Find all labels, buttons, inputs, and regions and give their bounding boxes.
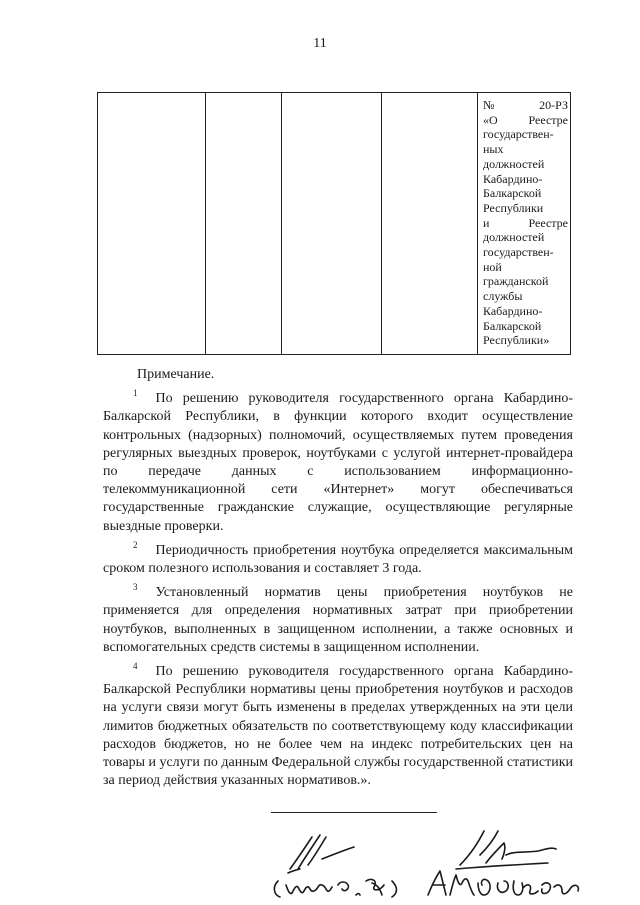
law-reference-line: Республики [483, 200, 544, 215]
table-cell-empty [282, 93, 382, 355]
footnote-mark: 1 [133, 388, 138, 399]
table-cell-law-reference [478, 93, 571, 355]
footnote-mark: 4 [133, 661, 138, 672]
table-cell-empty [206, 93, 282, 355]
law-reference-line: должностей [483, 156, 545, 171]
law-reference-line: государствен- [483, 127, 554, 142]
registry-table [97, 92, 571, 355]
law-reference-line: Балкарской [483, 186, 542, 201]
law-reference-text [478, 93, 570, 354]
note-text: По решению руководителя государственного органа Кабардино-Балкарской Республики нормативы цены приобретения ноутбуков и расходов на услуги связи могут быть изменены в пределах утвержденных на эти цели лимитов бюджетных обязательств по соответствующему коду классификации расходов бюджетов, но не более чем на индекс потребительских цен на товары и услуги по данным Федеральной службы государственной статистики за период действия указанных нормативов.». [103, 664, 573, 789]
law-reference-line: № 20-РЗ [483, 98, 568, 112]
law-reference-line: «О Реестре [483, 112, 568, 127]
note-text: По решению руководителя государственного органа Кабардино-Балкарской Республики, в функции которого входит осуществление контрольных (надзорных) полномочий, осуществляемых путем проведения регулярных выездных проверок, ноутбуками с услугой интернет-провайдера по передаче данных с использованием информационно-телекоммуникационной сети «Интернет» могут обеспечиваться государственные гражданские служащие, осуществляющие регулярные выездные проверки. [103, 391, 573, 534]
notes-section [103, 366, 573, 790]
law-reference-line: гражданской [483, 274, 549, 289]
note-text: Периодичность приобретения ноутбука определяется максимальным сроком полезного использования и составляет 3 года. [103, 542, 573, 577]
note-2 [103, 536, 573, 578]
table-row [98, 93, 571, 355]
law-reference-line: ной [483, 259, 502, 274]
law-reference-line: службы [483, 289, 523, 304]
separator-line [271, 812, 437, 813]
table-cell-empty [382, 93, 478, 355]
law-reference-line: государствен- [483, 245, 554, 260]
note-1 [103, 384, 573, 536]
law-reference-line: Кабардино- [483, 171, 543, 186]
law-reference-line: ных [483, 142, 504, 157]
notes-title: Примечание. [137, 367, 215, 382]
page-number: 11 [313, 36, 327, 51]
footnote-mark: 2 [133, 539, 138, 550]
note-3 [103, 578, 573, 657]
law-reference-line: и Реестре [483, 215, 568, 230]
law-reference-line: Республики» [483, 333, 550, 348]
signature-right [420, 825, 595, 900]
note-4 [103, 657, 573, 790]
law-reference-line: Кабардино- [483, 303, 543, 318]
signature-left [268, 825, 418, 900]
law-reference-line: должностей [483, 230, 545, 245]
footnote-mark: 3 [133, 582, 138, 593]
law-reference-line: Балкарской [483, 318, 542, 333]
note-text: Установленный норматив цены приобретения ноутбуков не применяется для определения нормативных затрат при приобретении ноутбуков, выполненных в защищенном исполнении, а также основных и вспомогательных средств системы в защищенном исполнении. [103, 585, 573, 655]
table-cell-empty [98, 93, 206, 355]
